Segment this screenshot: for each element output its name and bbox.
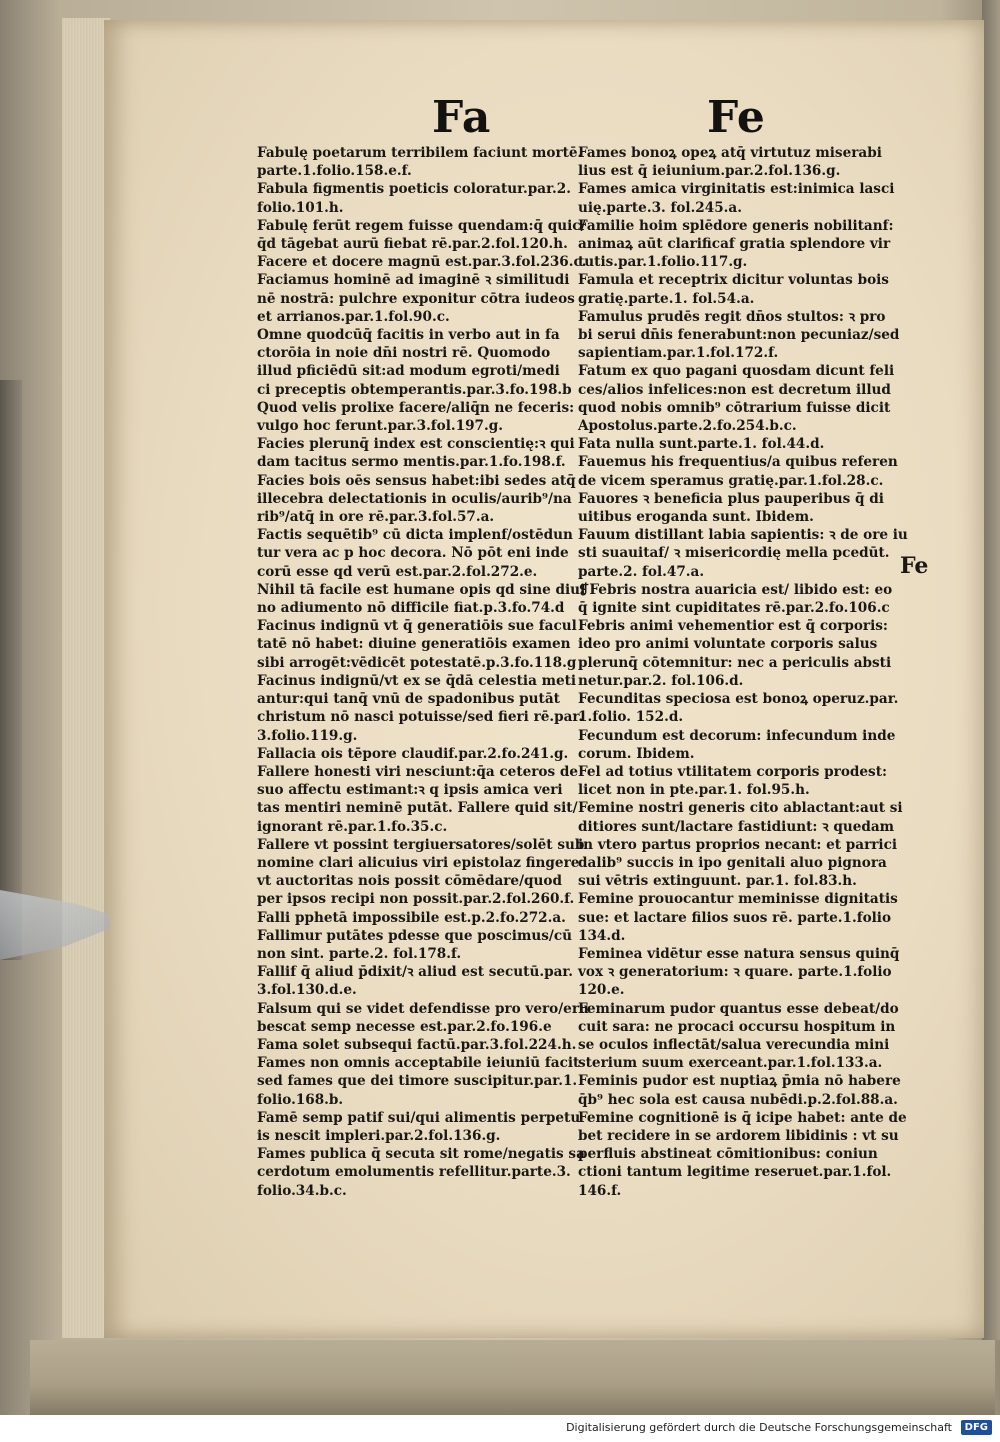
entry-line: ctioni tantum legitime reseruet.par.1.fol. [578,1164,892,1181]
entry-line: bi serui dn̄is fenerabunt:non pecuniaz/sed [578,327,900,344]
index-entry [578,799,903,890]
cover-bottom-edge [30,1340,995,1415]
entry-line: ideo pro animi voluntate corporis salus [578,636,878,653]
entry-line: parte.2. fol.47.a. [578,563,705,580]
index-entry [578,271,893,307]
right-column [578,144,908,1200]
entry-line: ces/alios infelices:non est decretum illud [578,381,891,398]
footer-credit: Digitalisierung gefördert durch die Deutsche Forschungsgemeinschaft [566,1421,952,1434]
index-entry [257,1036,577,1054]
index-entry [257,472,576,527]
index-entry [578,435,893,453]
entry-line: animaꝝ aūt clarificaf gratia splendore vir [578,236,891,253]
index-entry [257,180,572,216]
entry-line: tutis.par.1.folio.117.g. [578,254,748,271]
entry-line: tas mentiri neminē putāt. Fallere quid sit/ [257,800,578,817]
entry-line: Feminarum pudor quantus esse debeat/do [578,1000,899,1017]
entry-line: Femine cognitionē is q̄ icipe habet: ante de [578,1109,907,1126]
index-entry [257,1109,581,1145]
entry-line: sapientiam.par.1.fol.172.f. [578,345,779,362]
index-entry [257,617,577,672]
entry-line: Fama solet subsequi factū.par.3.fol.224.h. [257,1036,577,1053]
index-entry [578,763,893,799]
entry-line: sterium suum exerceant.par.1.fol.133.a. [578,1055,883,1072]
index-entry [578,1072,901,1108]
entry-line: Femine prouocantur meminisse dignitatis [578,891,898,908]
entry-line: dalib⁹ succis in ipo genitali aluo pignora [578,854,887,871]
entry-line: vulgo hoc ferunt.par.3.fol.197.g. [257,418,503,435]
entry-line: licet non in pte.par.1. fol.95.h. [578,782,810,799]
entry-line: 120.e. [578,982,625,999]
entry-line: Faciamus hominē ad imaginē ꝛ similitudi [257,272,570,289]
entry-line: Feminea vidētur esse natura sensus quinq̄ [578,945,900,962]
index-entry [257,927,572,963]
entry-line: christum nō nasci potuisse/sed fieri rē.par. [257,709,584,726]
left-column [257,144,589,1200]
entry-line: 146.f. [578,1182,622,1199]
entry-line: Febris animi vehementior est q̄ corporis: [578,618,888,635]
entry-line: q̄d tāgebat aurū fiebat rē.par.2.fol.120.h. [257,236,568,253]
entry-line: corum. Ibidem. [578,745,695,762]
entry-line: Fauemus his frequentius/a quibus referen [578,454,898,471]
dfg-logo: DFG [961,1420,992,1435]
entry-line: antur:qui tanq̄ vnū de spadonibus putāt [257,691,560,708]
entry-line: Fauum distillant labia sapientis: ꝛ de ore iu [578,527,908,544]
entry-line: et arrianos.par.1.fol.90.c. [257,308,450,325]
index-entry [257,526,572,581]
index-entry [257,836,585,909]
entry-line: Falli pphetā impossibile est.p.2.fo.272.a. [257,909,566,926]
entry-line: sue: et lactare filios suos rē. parte.1.folio [578,909,892,926]
index-entry [257,745,572,763]
index-entry [257,1000,589,1036]
entry-line: non sint. parte.2. fol.178.f. [257,945,462,962]
entry-line: ❡Febris nostra auaricia est/ libido est: eo [578,581,893,598]
entry-line: Fabulę ferūt regem fuisse quendam:q̄ quic/ [257,217,586,234]
entry-line: Facies plerunq̄ index est conscientię:ꝛ qui [257,436,575,453]
entry-line: gratię.parte.1. fol.54.a. [578,290,755,307]
entry-line: parte.1.folio.158.e.f. [257,163,412,180]
binding-left-edge [0,380,22,960]
entry-line: Fatum ex quo pagani quosdam dicunt feli [578,363,895,380]
entry-line: bescat semp necesse est.par.2.fo.196.e [257,1018,552,1035]
entry-line: Fallif q̄ aliud p̄dixit/ꝛ aliud est secutū.par. [257,964,574,981]
entry-line: Quod velis prolixe facere/aliq̄n ne feceris: [257,399,575,416]
entry-line: sui vētris extinguunt. par.1. fol.83.h. [578,873,857,890]
entry-line: sed fames que dei timore suscipitur.par.1. [257,1073,578,1090]
entry-line: nē nostrā: pulchre exponitur cōtra iudeos [257,290,575,307]
entry-line: Femine nostri generis cito ablactant:aut si [578,800,903,817]
entry-line: Facinus indignū/vt ex se q̄dā celestia meti [257,672,577,689]
entry-line: Falsum qui se videt defendisse pro vero/eru [257,1000,589,1017]
entry-line: is nescit impleri.par.2.fol.136.g. [257,1127,501,1144]
entry-line: vox ꝛ generatorium: ꝛ quare. parte.1.folio [578,964,892,981]
margin-note: Fe [900,553,929,579]
index-entry [578,217,893,272]
index-entry [578,690,899,726]
index-entry [578,526,908,581]
entry-line: Apostolus.parte.2.fo.254.b.c. [578,418,797,435]
index-entry [578,180,893,216]
index-entry [578,945,900,1000]
entry-line: Fallacia ois tēpore claudif.par.2.fo.241.g. [257,745,569,762]
entry-line: lius est q̄ ieiunium.par.2.fol.136.g. [578,163,841,180]
entry-line: quod nobis omnib⁹ cōtrarium fuisse dicit [578,399,891,416]
entry-line: sibi arrogēt:vēdicēt potestatē.p.3.fo.118.g [257,654,577,671]
entry-line: Famulus prudēs regit dn̄os stultos: ꝛ pro [578,308,886,325]
entry-line: Famula et receptrix dicitur voluntas bois [578,272,889,289]
index-entry [578,362,893,435]
entry-line: folio.101.h. [257,199,344,216]
index-entry [257,326,572,399]
entry-line: Fecunditas speciosa est bonoꝝ operuz.par. [578,691,899,708]
entry-line: corū esse qd verū est.par.2.fol.272.e. [257,563,538,580]
entry-line: illecebra delectationis in oculis/aurib⁹/na [257,490,572,507]
index-entry [578,453,898,489]
entry-line: Fecundum est decorum: infecundum inde [578,727,896,744]
entry-line: bet recidere in se ardorem libidinis : vt su [578,1127,899,1144]
index-entry [257,1145,585,1200]
entry-line: 1.folio. 152.d. [578,709,684,726]
index-entry [578,727,896,763]
entry-line: Fabulę poetarum terribilem faciunt mortē. [257,145,583,161]
entry-line: Fallere vt possint tergiuersatores/solēt sub [257,836,585,853]
footer-bar [0,1415,1000,1442]
entry-line: se oculos inflectāt/salua verecundia mini [578,1036,890,1053]
index-entry [578,144,893,180]
entry-line: Fel ad totius vtilitatem corporis prodest: [578,763,887,780]
entry-line: Fallere honesti viri nesciunt:q̄a ceteros de [257,763,579,780]
index-entry [257,435,575,471]
entry-line: in vtero partus proprios necant: et parrici [578,836,898,853]
entry-line: Nihil tā facile est humane opis qd sine diui [257,581,586,598]
index-entry [257,963,572,999]
index-entry [578,1109,907,1200]
entry-line: per ipsos recipi non possit.par.2.fol.260.f. [257,891,575,908]
index-entry [578,490,893,526]
entry-line: ctorōia in noie dn̄i nostri rē. Quomodo [257,345,551,362]
index-entry [257,253,587,271]
entry-line: ditiores sunt/lactare fastidiunt: ꝛ quedam [578,818,895,835]
index-entry [257,672,584,745]
entry-line: nomine clari alicuius viri epistolaz fingere [257,854,580,871]
entry-line: suo affectu estimant:ꝛ q ipsis amica veri [257,782,563,799]
entry-line: ignorant rē.par.1.fo.35.c. [257,818,448,835]
entry-line: Facies bois oēs sensus habet:ibi sedes atq̄ [257,472,576,489]
entry-line: dam tacitus sermo mentis.par.1.fo.198.f. [257,454,566,471]
entry-line: Fata nulla sunt.parte.1. fol.44.d. [578,436,825,453]
entry-line: Facere et docere magnū est.par.3.fol.236.c. [257,254,587,271]
entry-line: Fallimur putātes pdesse que poscimus/cū [257,927,572,944]
index-entry [257,399,575,435]
entry-line: Factis sequētib⁹ cū dicta implenf/ostēdun [257,527,573,544]
index-entry [578,308,900,363]
index-entry [578,890,898,945]
index-entry [257,581,586,617]
entry-line: vt auctoritas nois possit cōmēdare/quod [257,873,563,890]
entry-line: tur vera ac p hoc decora. Nō pōt eni inde [257,545,569,562]
entry-line: Fauores ꝛ beneficia plus pauperibus q̄ di [578,490,884,507]
entry-line: 134.d. [578,927,626,944]
entry-line: perfluis abstineat cōmitionibus: coniun [578,1146,878,1163]
entry-line: Facinus indignū vt q̄ generatiōis sue facul [257,618,577,635]
index-entry [257,271,575,326]
entry-line: 3.fol.130.d.e. [257,982,357,999]
entry-line: Fabula figmentis poeticis coloratur.par.2. [257,181,571,198]
entry-line: uitibus eroganda sunt. Ibidem. [578,509,814,526]
entry-line: cuit sara: ne procaci occursu hospitum in [578,1018,896,1035]
entry-line: Famē semp patif sui/qui alimentis perpetu [257,1109,581,1126]
entry-line: 3.folio.119.g. [257,727,358,744]
index-entry [257,217,586,253]
entry-line: no adiumento nō difficile fiat.p.3.fo.74.d [257,600,565,617]
entry-line: Fames publica q̄ secuta sit rome/negatis sa [257,1146,585,1163]
entry-line: Fames bonoꝝ opeꝝ atq̄ virtutuz miserabi [578,145,882,161]
entry-line: q̄ ignite sint cupiditates rē.par.2.fo.106.c [578,600,890,617]
binding-right-edge [982,0,1000,1340]
entry-line: tatē nō habet: diuine generatiōis examen [257,636,571,653]
page-edges [62,18,110,1338]
column-header-left: Fa [432,92,492,143]
entry-line: folio.168.b. [257,1091,344,1108]
entry-line: netur.par.2. fol.106.d. [578,672,744,689]
column-header-right: Fe [707,92,766,143]
entry-line: cerdotum emolumentis refellitur.parte.3. [257,1164,571,1181]
entry-line: Omne quodcūq̄ facitis in verbo aut in fa [257,327,560,344]
entry-line: ci preceptis obtemperantis.par.3.fo.198.b [257,381,572,398]
entry-line: rib⁹/atq̄ in ore rē.par.3.fol.57.a. [257,509,495,526]
index-entry [257,763,579,836]
entry-line: uię.parte.3. fol.245.a. [578,199,742,216]
entry-line: illud pficiēdū sit:ad modum egroti/medi [257,363,560,380]
index-entry [578,1000,899,1073]
entry-line: Fames amica virginitatis est:inimica lasci [578,181,895,198]
index-entry [257,144,583,180]
entry-line: Fames non omnis acceptabile ieiuniū facit [257,1055,580,1072]
index-entry [578,617,893,690]
entry-line: plerunq̄ cōtemnitur: nec a periculis absti [578,654,892,671]
index-entry [257,1054,580,1109]
entry-line: sti suauitaf/ ꝛ misericordię mella pcedūt. [578,545,890,562]
entry-line: Familie hoim splēdore generis nobilitanf: [578,217,894,234]
index-entry [257,909,572,927]
entry-line: de vicem speramus gratię.par.1.fol.28.c. [578,472,884,489]
entry-line: q̄b⁹ hec sola est causa nubēdi.p.2.fol.88.a. [578,1091,898,1108]
index-entry [578,581,893,617]
entry-line: folio.34.b.c. [257,1182,347,1199]
entry-line: Feminis pudor est nuptiaꝝ p̄mia nō habere [578,1073,901,1090]
